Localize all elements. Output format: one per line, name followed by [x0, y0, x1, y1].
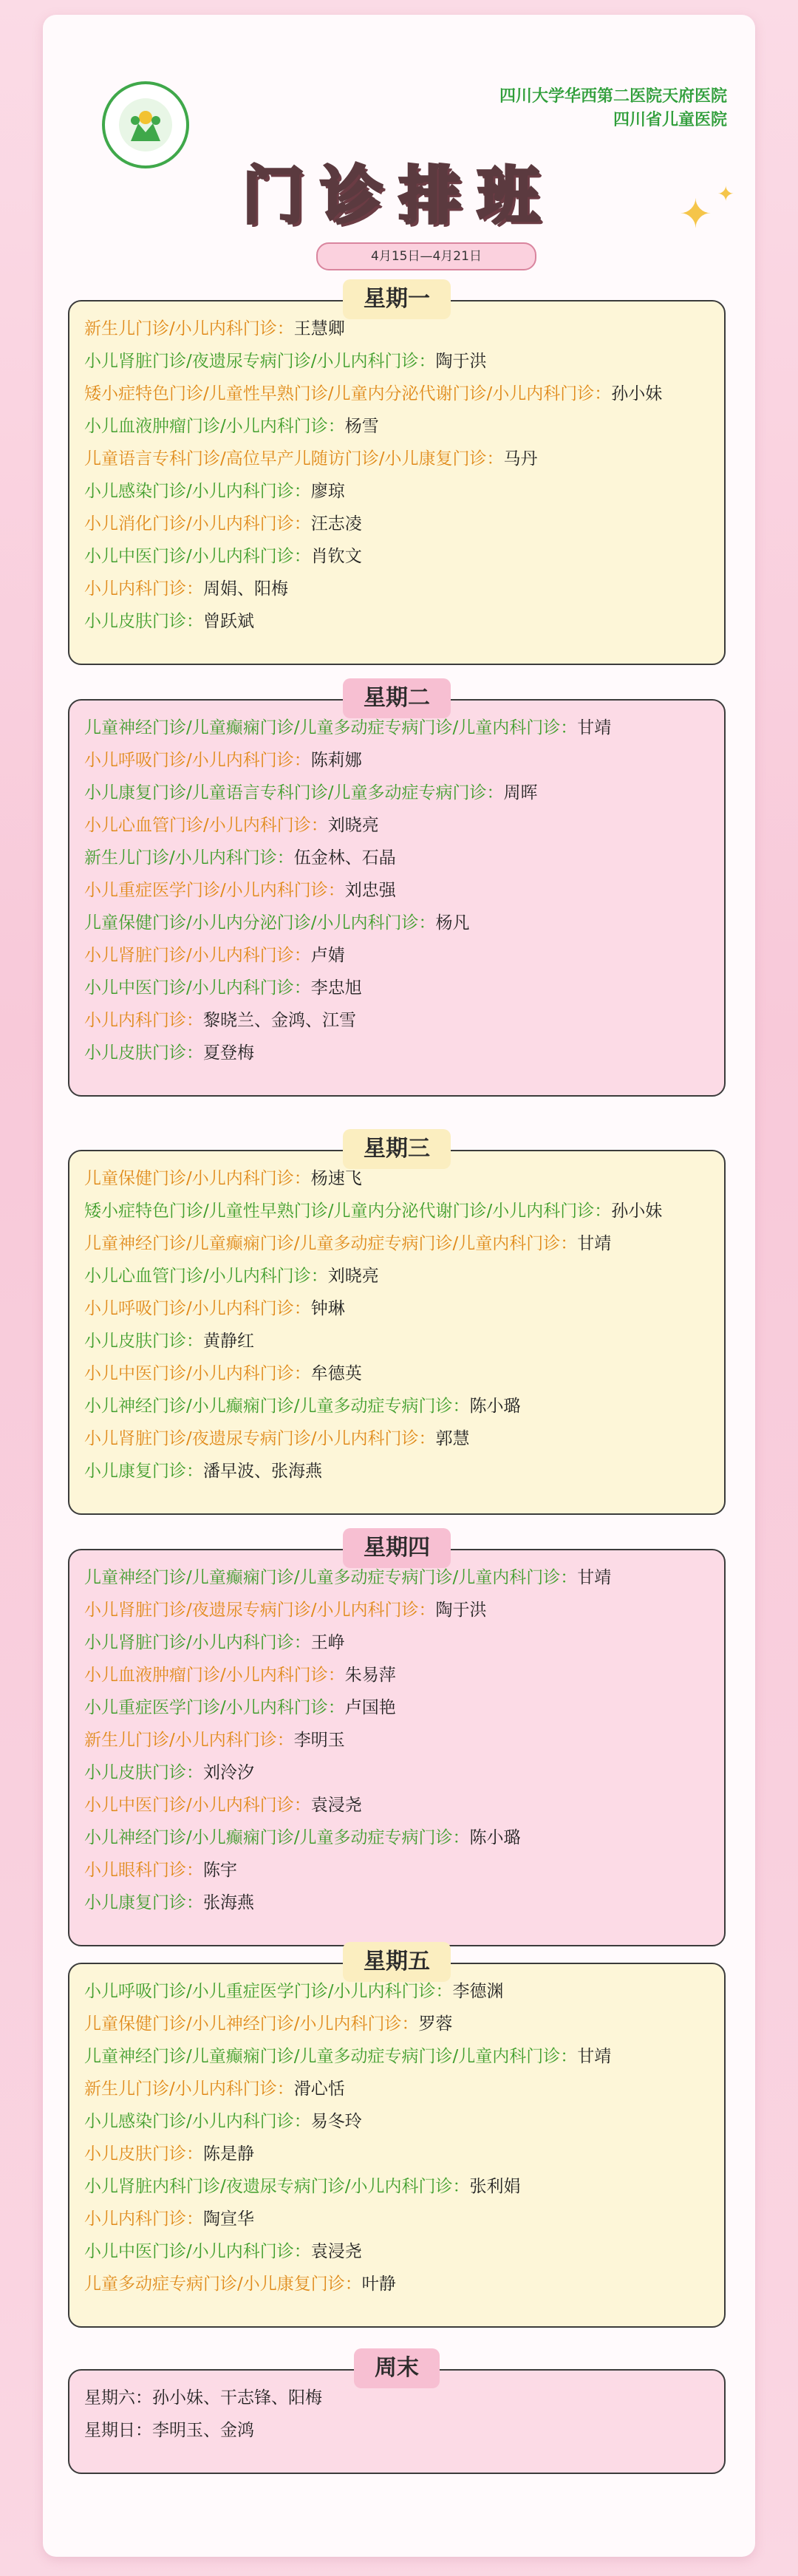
day-section	[68, 279, 726, 662]
schedule-row	[84, 1659, 718, 1691]
doctor-names: 孙小妹	[611, 1202, 663, 1221]
department-label: 小儿肾脏门诊/夜遗尿专病门诊/小儿内科门诊：	[84, 352, 436, 371]
page-title: 门诊排班	[242, 160, 556, 232]
department-label: 小儿中医门诊/小儿内科门诊：	[84, 1364, 311, 1383]
doctor-names: 周娟、阳梅	[203, 579, 288, 599]
schedule-row	[84, 1195, 718, 1227]
department-label: 小儿内科门诊：	[84, 1011, 203, 1030]
schedule-row	[84, 1390, 718, 1422]
department-label: 小儿康复门诊：	[84, 1893, 203, 1912]
doctor-names: 李明玉、金鸿	[152, 2421, 254, 2440]
schedule-row	[84, 712, 718, 744]
department-label: 小儿皮肤门诊：	[84, 1043, 203, 1063]
doctor-names: 廖琼	[310, 482, 345, 501]
schedule-row	[84, 809, 718, 842]
day-section	[68, 1528, 726, 1943]
doctor-names: 夏登梅	[203, 1043, 254, 1063]
department-label: 小儿康复门诊/儿童语言专科门诊/儿童多动症专病门诊：	[84, 783, 504, 803]
doctor-names: 伍金林、石晶	[293, 848, 396, 868]
doctor-names: 潘早波、张海燕	[203, 1462, 322, 1481]
department-label: 小儿心血管门诊/小儿内科门诊：	[84, 1267, 328, 1286]
sparkle-icon: ✦	[678, 191, 712, 237]
schedule-row	[84, 2073, 718, 2105]
department-label: 矮小症特色门诊/儿童性早熟门诊/儿童内分泌代谢门诊/小儿内科门诊：	[84, 1202, 612, 1221]
department-label: 小儿康复门诊：	[84, 1462, 203, 1481]
doctor-names: 卢婧	[310, 946, 345, 965]
hospital-name-line1: 四川大学华西第二医院天府医院	[499, 87, 727, 106]
doctor-names: 黎晓兰、金鸿、江雪	[203, 1011, 356, 1030]
doctor-names: 刘泠汐	[203, 1763, 254, 1782]
doctor-names: 刘忠强	[344, 881, 396, 900]
doctor-names: 孙小妹、干志锋、阳梅	[152, 2388, 322, 2408]
schedule-row	[84, 2414, 718, 2447]
schedule-row	[84, 1357, 718, 1390]
schedule-row	[84, 777, 718, 809]
doctor-names: 李忠旭	[310, 978, 362, 998]
schedule-row	[84, 842, 718, 874]
department-label: 儿童多动症专病门诊/小儿康复门诊：	[84, 2275, 362, 2294]
department-label: 小儿重症医学门诊/小儿内科门诊：	[84, 1698, 345, 1717]
schedule-row	[84, 2138, 718, 2170]
department-label: 新生儿门诊/小儿内科门诊：	[84, 1731, 294, 1750]
schedule-row	[84, 443, 718, 475]
doctor-names: 甘靖	[577, 2047, 612, 2066]
department-label: 小儿呼吸门诊/小儿重症医学门诊/小儿内科门诊：	[84, 1982, 453, 2001]
department-label: 小儿神经门诊/小儿癫痫门诊/儿童多动症专病门诊：	[84, 1397, 470, 1416]
schedule-row	[84, 1292, 718, 1325]
doctor-names: 叶静	[361, 2275, 396, 2294]
schedule-row	[84, 313, 718, 345]
doctor-names: 滑心恬	[293, 2079, 345, 2099]
doctor-names: 陶于洪	[435, 352, 487, 371]
schedule-row	[84, 1691, 718, 1724]
schedule-row	[84, 1594, 718, 1626]
department-label: 小儿肾脏门诊/夜遗尿专病门诊/小儿内科门诊：	[84, 1601, 436, 1620]
department-label: 小儿呼吸门诊/小儿内科门诊：	[84, 751, 311, 770]
doctor-names: 周晖	[503, 783, 538, 803]
schedule-row	[84, 2105, 718, 2138]
schedule-row	[84, 744, 718, 777]
doctor-names: 李德渊	[452, 1982, 504, 2001]
department-label: 新生儿门诊/小儿内科门诊：	[84, 319, 294, 338]
doctor-names: 陶宣华	[203, 2209, 254, 2229]
schedule-row	[84, 378, 718, 410]
department-label: 小儿重症医学门诊/小儿内科门诊：	[84, 881, 345, 900]
weekend-section	[68, 2348, 726, 2471]
schedule-row	[84, 2268, 718, 2300]
doctor-names: 张海燕	[203, 1893, 254, 1912]
doctor-names: 陈是静	[203, 2144, 254, 2164]
doctor-names: 罗蓉	[418, 2014, 453, 2034]
department-label: 小儿血液肿瘤门诊/小儿内科门诊：	[84, 1666, 345, 1685]
doctor-names: 郭慧	[435, 1429, 470, 1448]
doctor-names: 汪志凌	[310, 514, 362, 534]
department-label: 小儿心血管门诊/小儿内科门诊：	[84, 816, 328, 835]
schedule-row	[84, 508, 718, 540]
schedule-rows	[84, 1561, 718, 1919]
schedule-row	[84, 1227, 718, 1260]
schedule-rows	[84, 712, 718, 1069]
day-heading: 星期五	[343, 1942, 451, 1982]
doctor-names: 甘靖	[577, 718, 612, 737]
hospital-name	[499, 85, 727, 132]
doctor-names: 陈小璐	[469, 1397, 521, 1416]
day-heading: 星期三	[343, 1129, 451, 1169]
poster-header	[43, 15, 755, 296]
schedule-row	[84, 1975, 718, 2008]
department-label: 小儿中医门诊/小儿内科门诊：	[84, 1796, 311, 1815]
doctor-names: 刘晓亮	[327, 1267, 379, 1286]
schedule-row	[84, 2008, 718, 2040]
department-label: 小儿神经门诊/小儿癫痫门诊/儿童多动症专病门诊：	[84, 1828, 470, 1847]
department-label: 小儿中医门诊/小儿内科门诊：	[84, 2242, 311, 2261]
schedule-row	[84, 1455, 718, 1488]
department-label: 儿童语言专科门诊/高位早产儿随访门诊/小儿康复门诊：	[84, 449, 504, 468]
doctor-names: 杨凡	[435, 913, 470, 933]
department-label: 儿童神经门诊/儿童癫痫门诊/儿童多动症专病门诊/儿童内科门诊：	[84, 1568, 578, 1587]
doctor-names: 孙小妹	[611, 384, 663, 403]
doctor-names: 李明玉	[293, 1731, 345, 1750]
department-label: 小儿皮肤门诊：	[84, 2144, 203, 2164]
doctor-names: 甘靖	[577, 1234, 612, 1253]
schedule-row	[84, 1561, 718, 1594]
schedule-row	[84, 2382, 718, 2414]
doctor-names: 卢国艳	[344, 1698, 396, 1717]
department-label: 儿童神经门诊/儿童癫痫门诊/儿童多动症专病门诊/儿童内科门诊：	[84, 2047, 578, 2066]
doctor-names: 陶于洪	[435, 1601, 487, 1620]
doctor-names: 陈莉娜	[310, 751, 362, 770]
doctor-names: 袁浸尧	[310, 1796, 362, 1815]
doctor-names: 张利娟	[469, 2177, 521, 2196]
department-label: 儿童保健门诊/小儿内科门诊：	[84, 1169, 311, 1188]
schedule-row	[84, 939, 718, 972]
doctor-names: 马丹	[503, 449, 538, 468]
schedule-row	[84, 2170, 718, 2203]
department-label: 新生儿门诊/小儿内科门诊：	[84, 2079, 294, 2099]
day-section	[68, 678, 726, 1094]
department-label: 小儿中医门诊/小儿内科门诊：	[84, 547, 311, 566]
doctor-names: 陈小璐	[469, 1828, 521, 1847]
schedule-row	[84, 1325, 718, 1357]
day-heading: 星期一	[343, 279, 451, 319]
department-label: 儿童保健门诊/小儿内分泌门诊/小儿内科门诊：	[84, 913, 436, 933]
schedule-row	[84, 874, 718, 907]
doctor-names: 袁浸尧	[310, 2242, 362, 2261]
schedule-row	[84, 2203, 718, 2235]
doctor-names: 刘晓亮	[327, 816, 379, 835]
schedule-row	[84, 1756, 718, 1789]
schedule-row	[84, 2040, 718, 2073]
schedule-rows	[84, 1162, 718, 1488]
schedule-row	[84, 475, 718, 508]
department-label: 小儿眼科门诊：	[84, 1861, 203, 1880]
department-label: 小儿皮肤门诊：	[84, 1763, 203, 1782]
doctor-names: 朱易萍	[344, 1666, 396, 1685]
schedule-row	[84, 1260, 718, 1292]
department-label: 小儿内科门诊：	[84, 579, 203, 599]
schedule-rows	[84, 2382, 718, 2447]
schedule-rows	[84, 1975, 718, 2300]
date-range-badge: 4月15日—4月21日	[316, 242, 536, 270]
doctor-names: 王慧卿	[293, 319, 345, 338]
doctor-names: 杨速飞	[310, 1169, 362, 1188]
day-heading: 星期四	[343, 1528, 451, 1568]
schedule-row	[84, 1037, 718, 1069]
department-label: 小儿皮肤门诊：	[84, 612, 203, 631]
doctor-names: 杨雪	[344, 417, 379, 436]
schedule-row	[84, 1724, 718, 1756]
doctor-names: 曾跃斌	[203, 612, 254, 631]
doctor-names: 钟琳	[310, 1299, 345, 1318]
schedule-row	[84, 573, 718, 605]
department-label: 小儿肾脏门诊/夜遗尿专病门诊/小儿内科门诊：	[84, 1429, 436, 1448]
department-label: 小儿肾脏门诊/小儿内科门诊：	[84, 946, 311, 965]
schedule-row	[84, 2235, 718, 2268]
schedule-row	[84, 410, 718, 443]
department-label: 小儿肾脏内科门诊/夜遗尿专病门诊/小儿内科门诊：	[84, 2177, 470, 2196]
department-label: 新生儿门诊/小儿内科门诊：	[84, 848, 294, 868]
doctor-names: 易冬玲	[310, 2112, 362, 2131]
schedule-row	[84, 1004, 718, 1037]
department-label: 小儿肾脏门诊/小儿内科门诊：	[84, 1633, 311, 1652]
schedule-rows	[84, 313, 718, 638]
schedule-row	[84, 907, 718, 939]
day-section	[68, 1942, 726, 2325]
doctor-names: 王峥	[310, 1633, 345, 1652]
department-label: 儿童保健门诊/小儿神经门诊/小儿内科门诊：	[84, 2014, 419, 2034]
department-label: 小儿皮肤门诊：	[84, 1332, 203, 1351]
doctor-names: 黄静红	[203, 1332, 254, 1351]
schedule-row	[84, 1789, 718, 1822]
department-label: 小儿呼吸门诊/小儿内科门诊：	[84, 1299, 311, 1318]
department-label: 星期六：	[84, 2388, 152, 2408]
department-label: 儿童神经门诊/儿童癫痫门诊/儿童多动症专病门诊/儿童内科门诊：	[84, 718, 578, 737]
department-label: 小儿血液肿瘤门诊/小儿内科门诊：	[84, 417, 345, 436]
schedule-row	[84, 1626, 718, 1659]
department-label: 矮小症特色门诊/儿童性早熟门诊/儿童内分泌代谢门诊/小儿内科门诊：	[84, 384, 612, 403]
department-label: 儿童神经门诊/儿童癫痫门诊/儿童多动症专病门诊/儿童内科门诊：	[84, 1234, 578, 1253]
small-sparkle-icon: ✦	[717, 182, 734, 206]
day-section	[68, 1129, 726, 1512]
schedule-row	[84, 1422, 718, 1455]
doctor-names: 牟德英	[310, 1364, 362, 1383]
doctor-names: 陈宇	[203, 1861, 237, 1880]
department-label: 小儿感染门诊/小儿内科门诊：	[84, 2112, 311, 2131]
schedule-row	[84, 972, 718, 1004]
department-label: 星期日：	[84, 2421, 152, 2440]
schedule-row	[84, 605, 718, 638]
schedule-row	[84, 1822, 718, 1854]
day-heading: 星期二	[343, 678, 451, 718]
schedule-row	[84, 345, 718, 378]
schedule-row	[84, 1887, 718, 1919]
department-label: 小儿感染门诊/小儿内科门诊：	[84, 482, 311, 501]
doctor-names: 肖钦文	[310, 547, 362, 566]
schedule-row	[84, 540, 718, 573]
department-label: 小儿中医门诊/小儿内科门诊：	[84, 978, 311, 998]
department-label: 小儿消化门诊/小儿内科门诊：	[84, 514, 311, 534]
day-heading: 周末	[354, 2348, 440, 2388]
children-logo-icon	[116, 95, 175, 154]
schedule-row	[84, 1854, 718, 1887]
department-label: 小儿内科门诊：	[84, 2209, 203, 2229]
hospital-name-line2: 四川省儿童医院	[613, 111, 727, 129]
doctor-names: 甘靖	[577, 1568, 612, 1587]
schedule-row	[84, 1162, 718, 1195]
